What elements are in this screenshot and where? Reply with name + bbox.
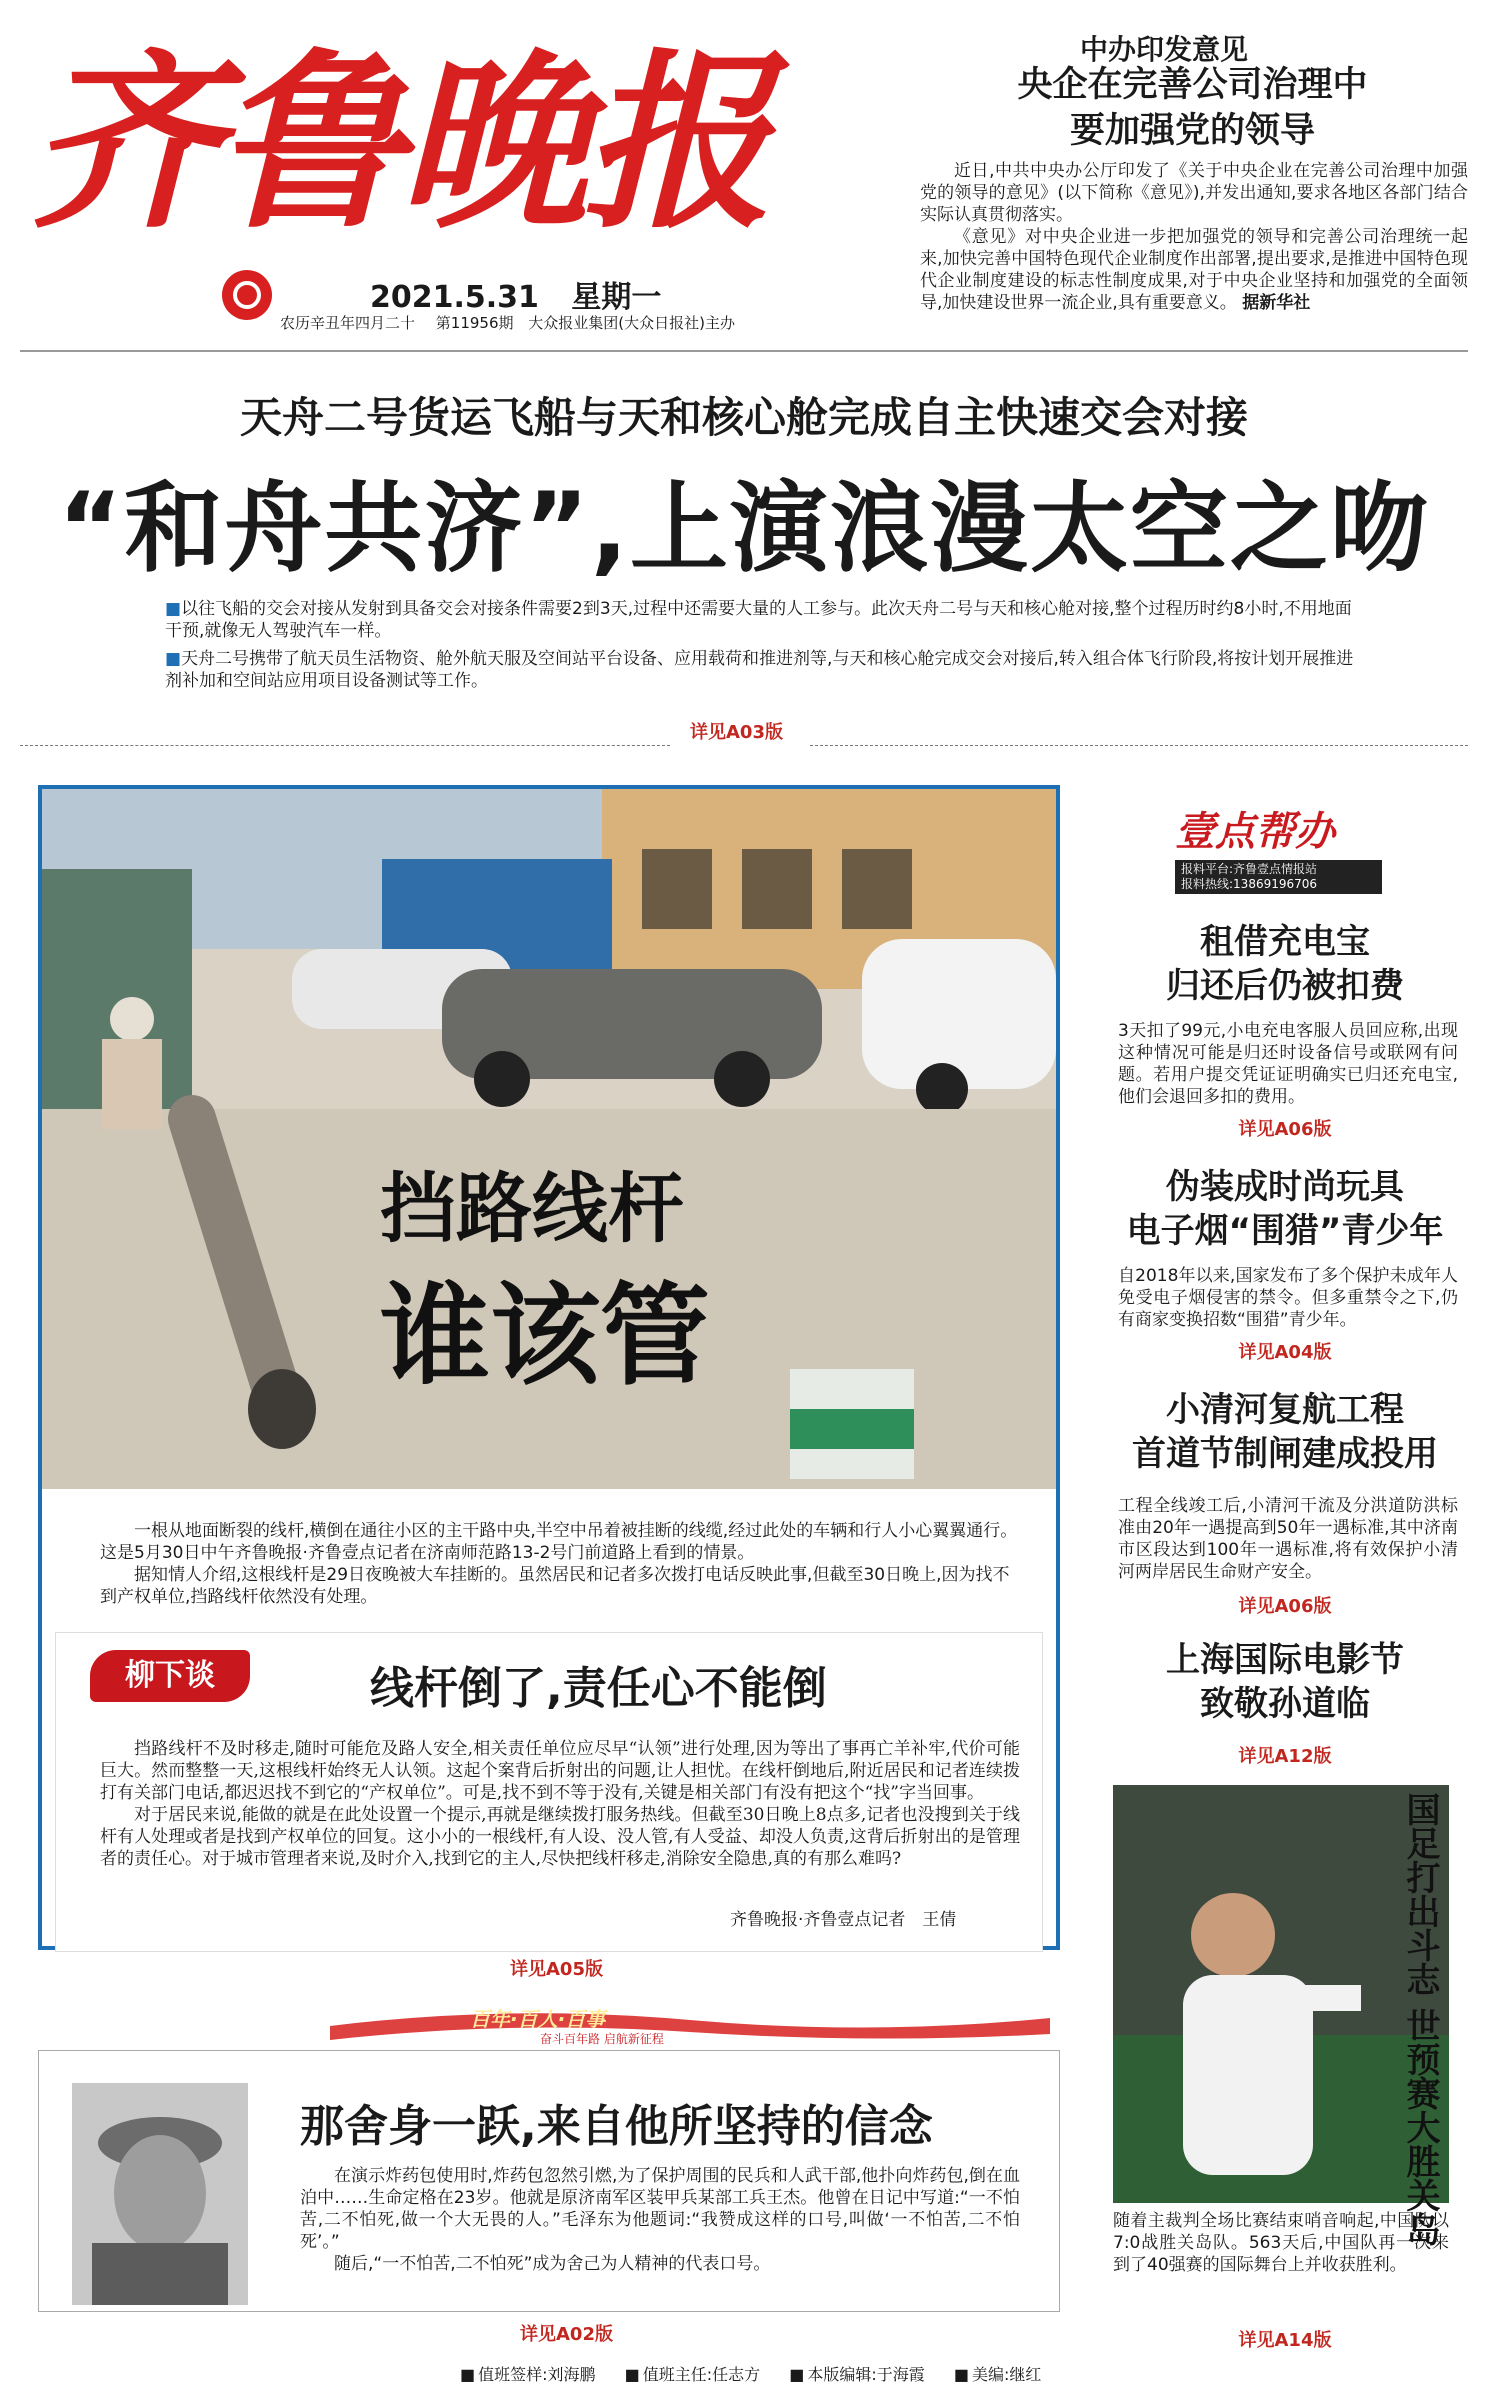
- football-caption: 随着主裁判全场比赛结束哨音响起,中国队以7:0战胜关岛队。563天后,中国队再一次来到了40强赛的国际舞台上并收获胜利。: [1113, 2211, 1449, 2275]
- sidebar-item1-body: 3天扣了99元,小电充电客服人员回应称,出现这种情况可能是归还时设备信号或联网有问题。若用户提交凭证证明确实已归还充电宝,他们会退回多扣的费用。: [1118, 1021, 1458, 1107]
- sidebar-item3-body: 工程全线竣工后,小清河干流及分洪道防洪标准由20年一遇提高到50年一遇标准,其中济南市区段达到100年一遇标准,将有效保护小清河两岸居民生命财产安全。: [1118, 1496, 1458, 1582]
- divider: [20, 350, 1468, 352]
- issue-line: [280, 312, 735, 333]
- divider: [810, 745, 1468, 746]
- top-right-p1: 近日,中共中央办公厅印发了《关于中央企业在完善公司治理中加强党的领导的意见》(以下简称《意见》),并发出通知,要求各地区各部门结合实际认真贯彻落实。: [920, 161, 1468, 225]
- football-see[interactable]: 详见A14版: [1238, 2330, 1332, 2351]
- sidebar-item1-title-line2: 归还后仍被扣费: [1166, 966, 1404, 1006]
- sidebar-item1-title-line1: 租借充电宝: [1200, 922, 1370, 962]
- column-body: [100, 1738, 1020, 1870]
- bottom-see-link[interactable]: 详见A02版: [520, 2324, 613, 2345]
- lead-summary: ■以往飞船的交会对接从发射到具备交会对接条件需要2到3天,过程中还需要大量的人工参与。此次天舟二号与天和核心舱对接,整个过程历时约8小时,不用地面干预,就像无人驾驶汽车一样。 ■天舟二号携带了航天员生活物资、舱外航天服及空间站平台设备、应用载荷和推进剂等,与天和核心舱完成交会对接后,转入组合体飞行阶段,将按计划开展推进剂补加和空间站应用项目设备测试等工作。: [165, 599, 1354, 691]
- photo-caption-line1: 挡路线杆: [380, 1164, 684, 1253]
- banner-title: 百年·百人·百事: [470, 2007, 606, 2031]
- feature-text: [100, 1520, 1020, 1608]
- top-right-title-line1: 央企在完善公司治理中: [1017, 65, 1368, 105]
- bottom-p2: 随后,“一不怕苦,二不怕死”成为舍己为人精神的代表口号。: [334, 2254, 771, 2274]
- lead-kicker: 天舟二号货运飞船与天和核心舱完成自主快速交会对接: [239, 393, 1248, 442]
- help-tag: [1175, 860, 1382, 894]
- help-logo: 壹点帮办: [1175, 809, 1335, 855]
- divider: [20, 745, 670, 746]
- sidebar-item2-body: 自2018年以来,国家发布了多个保护未成年人免受电子烟侵害的禁令。但多重禁令之下,仍有商家变换招数“围猎”青少年。: [1118, 1266, 1458, 1330]
- banner-brush-icon: [330, 2000, 1050, 2046]
- newspaper-seal-icon: [222, 270, 272, 320]
- footer-designer: ■ 美编:继红: [954, 2365, 1042, 2384]
- top-right-title-line2: 要加强党的领导: [1069, 111, 1315, 151]
- sidebar-item2-title[interactable]: [1100, 1165, 1470, 1253]
- help-hotline: 报料热线:13869196706: [1181, 877, 1318, 891]
- sidebar-item4-title-line1: 上海国际电影节: [1166, 1640, 1404, 1680]
- bottom-title[interactable]: 那舍身一跃,来自他所坚持的信念: [300, 2101, 933, 2152]
- column-tag: 柳下谈: [90, 1650, 250, 1702]
- date: 2021.5.31: [370, 280, 539, 315]
- lunar-date: 农历辛丑年四月二十: [280, 314, 416, 332]
- sidebar-item1-see[interactable]: 详见A06版: [1238, 1119, 1332, 1140]
- football-title-line2: 世预赛大胜关岛: [1400, 2007, 1440, 2246]
- lead-summary-p1: 以往飞船的交会对接从发射到具备交会对接条件需要2到3天,过程中还需要大量的人工参与。此次天舟二号与天和核心舱对接,整个过程历时约8小时,不用地面干预,就像无人驾驶汽车一样。: [165, 599, 1352, 641]
- dateline: [370, 272, 661, 316]
- portrait-photo: [72, 2083, 248, 2305]
- football-title-line1: 国足打出斗志: [1400, 1792, 1440, 1996]
- sidebar-item3-title-line2: 首道节制闸建成投用: [1132, 1434, 1438, 1474]
- sidebar-item3-title-line1: 小清河复航工程: [1166, 1390, 1404, 1430]
- footer: [460, 2362, 1065, 2385]
- feature-text-p2: 据知情人介绍,这根线杆是29日夜晚被大车挂断的。虽然居民和记者多次拨打电话反映此事,但截至30日晚上,因为找不到产权单位,挡路线杆依然没有处理。: [100, 1565, 1010, 1607]
- column-p1: 挡路线杆不及时移走,随时可能危及路人安全,相关责任单位应尽早“认领”进行处理,因为等出了事再亡羊补牢,代价可能巨大。然而整整一天,这根线杆始终无人认领。这起个案背后折射出的问题,让人担忧。在线杆倒地后,附近居民和记者连续拨打有关部门电话,都迟迟找不到它的“产权单位”。可是,找不到不等于没有,关键是相关部门有没有把这个“找”字当回事。: [100, 1739, 1020, 1803]
- lead-headline[interactable]: “和舟共济”,上演浪漫太空之吻: [57, 472, 1431, 586]
- bottom-p1: 在演示炸药包使用时,炸药包忽然引燃,为了保护周围的民兵和人武干部,他扑向炸药包,倒在血泊中……生命定格在23岁。他就是原济南军区装甲兵某部工兵王杰。他曾在日记中写道:“一不怕苦,二不怕死,做一个大无畏的人。”毛泽东为他题词:“我赞成这样的口号,叫做‘一不怕苦,二不怕死’。”: [300, 2166, 1020, 2252]
- banner-subtitle: 奋斗百年路 启航新征程: [540, 2032, 664, 2046]
- weekday: 星期一: [571, 280, 662, 315]
- top-right-p2: 《意见》对中央企业进一步把加强党的领导和完善公司治理统一起来,加快完善中国特色现代企业制度作出部署,提出要求,是推进中国特色现代企业制度建设的标志性制度成果,对于中央企业坚持和加强党的全面领导,加快建设世界一流企业,具有重要意义。 据新华社: [920, 227, 1468, 313]
- column-p2: 对于居民来说,能做的就是在此处设置一个提示,再就是继续拨打服务热线。但截至30日晚上8点多,记者也没搜到关于线杆有人处理或者是找到产权单位的回复。这小小的一根线杆,有人设、没人管,有人受益、却没人负责,这背后折射出的是管理者的责任心。对于城市管理者来说,及时介入,找到它的主人,尽快把线杆移走,消除安全隐患,真的有那么难吗?: [100, 1805, 1020, 1869]
- publisher: 大众报业集团(大众日报社)主办: [528, 314, 736, 332]
- help-platform: 报料平台:齐鲁壹点情报站: [1181, 862, 1318, 876]
- top-right-body: [920, 160, 1468, 314]
- sidebar-item4-title-line2: 致敬孙道临: [1200, 1684, 1370, 1724]
- sidebar-item2-title-line1: 伪装成时尚玩具: [1166, 1167, 1404, 1207]
- sidebar-item3-title[interactable]: [1100, 1388, 1470, 1476]
- photo-caption-line2: 谁该管: [380, 1272, 710, 1400]
- lead-summary-p2: 天舟二号携带了航天员生活物资、舱外航天服及空间站平台设备、应用载荷和推进剂等,与天和核心舱完成交会对接后,转入组合体飞行阶段,将按计划开展推进剂补加和空间站应用项目设备测试等工作。: [165, 649, 1354, 691]
- sidebar-item2-see[interactable]: 详见A04版: [1238, 1342, 1332, 1363]
- footer-editor: ■ 本版编辑:于海霞: [789, 2365, 925, 2384]
- issue-number: 第11956期: [435, 314, 514, 332]
- sidebar-item2-title-line2: 电子烟“围猎”青少年: [1126, 1211, 1444, 1251]
- sidebar-item4-title[interactable]: [1100, 1638, 1470, 1726]
- top-right-source: 据新华社: [1242, 293, 1311, 313]
- sidebar-item3-see[interactable]: 详见A06版: [1238, 1596, 1332, 1617]
- sidebar-item4-see[interactable]: 详见A12版: [1238, 1746, 1332, 1767]
- feature-see-link[interactable]: 详见A05版: [510, 1959, 603, 1980]
- football-photo-title: [1300, 1792, 1440, 2246]
- column-title[interactable]: 线杆倒了,责任心不能倒: [370, 1663, 827, 1714]
- top-right-kicker: 中办印发意见: [1080, 33, 1249, 66]
- sidebar-item1-title[interactable]: [1100, 920, 1470, 1008]
- top-right-title[interactable]: [920, 62, 1465, 154]
- bottom-body: [300, 2165, 1020, 2275]
- newspaper-logo: 齐鲁晚报: [30, 31, 767, 254]
- footer-director: ■ 值班主任:任志方: [625, 2365, 761, 2384]
- column-byline: 齐鲁晚报·齐鲁壹点记者 王倩: [730, 1910, 957, 1930]
- footer-signoff: ■ 值班签样:刘海鹏: [460, 2365, 596, 2384]
- feature-text-p1: 一根从地面断裂的线杆,横倒在通往小区的主干路中央,半空中吊着被挂断的线缆,经过此处的车辆和行人小心翼翼通行。这是5月30日中午齐鲁晚报·齐鲁壹点记者在济南师范路13-2号门前道路上看到的情景。: [100, 1521, 1018, 1563]
- lead-see-link[interactable]: 详见A03版: [690, 722, 783, 743]
